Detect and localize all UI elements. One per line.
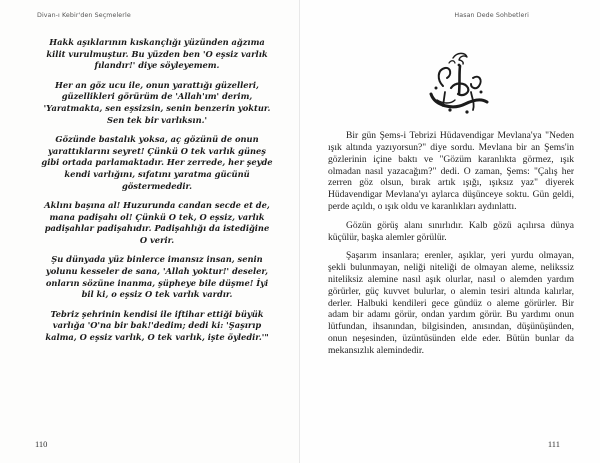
stanza-5: Şu dünyada yüz binlerce imansız insan, senin yolunu kesseler de sana, 'Allah yoktur!' deseler, onların sözüne inanma, şüpheye bile düşme! İyi bil ki, o eşsiz O tek varlık vardır. (45, 254, 269, 300)
right-running-head: Hasan Dede Sohbetleri (454, 12, 529, 19)
paragraph-2: Gözün görüş alanı sınırlıdır. Kalb gözü açılırsa dünya küçülür, başka alemler görülür. (328, 219, 574, 243)
paragraph-3: Şaşarım insanlara; erenler, aşıklar, yeri yurdu olmayan, şekli bulunmayan, neliği niteliği de olmayan aleme, nelikssiz niteliksiz alemine nasıl aşık olurlar, nasıl o alemden yardım görürler, güç kuvvet bulurlar, o alemin tesiri altında kalırlar, derler. Halbuki kendileri gece gündüz o aleme görürler. Bir adam bir adamı görür, ondan yardım görür. Bu yardımı onun lütfundan, ihsanından, bilgisinden, anısından, düşünüşünden, onun neşesinden, üzüntüsünden elde eder. Bütün bunlar da mekansızlık alemindedir. (328, 250, 574, 356)
left-running-head: Divan-ı Kebir'den Seçmelerle (37, 12, 131, 19)
stanza-1: Hakk aşıklarının kıskançlığı yüzünden ağzıma kilit vurulmuştur. Bu yüzden ben 'O eşsiz varlık fılandır!' diye söyleyemem. (46, 37, 268, 71)
left-page-number: 110 (35, 439, 48, 449)
paragraph-1: Bir gün Şems-i Tebrizi Hüdavendigar Mevlana'ya "Neden ışık altında yazıyorsun?" diye sordu. Mevlana bir an Şems'in gözlerinin içine baktı ve "Gözüm karanlıkta görmez, ışık olmadan nasıl yazacağım?" dedi. O zaman, Şems: "Çalış her zerren göz olsun, bırak artık ışığı, ışıksız yaz" diyerek Hüdavendigar Mevlana'yı aylarca düşünceye soktu. Gün geldi, perde açıldı, o ışık oldu ve karanlıkları aydınlattı. (328, 130, 574, 213)
stanza-4: Aklını başına al! Huzurunda candan secde et de, mana padişahı ol! Çünkü O tek, O eşsiz, varlık padişahlar padişahıdır. Padişahlığı da istediğine O verir. (44, 199, 270, 246)
verse-block (36, 37, 278, 351)
calligraphy-emblem-icon (423, 48, 495, 120)
right-page-number: 111 (547, 439, 560, 449)
stanza-3: Gözünde bastalık yoksa, aç gözünü de onun yarattıklarını seyret! Çünkü O tek varlık güneş gibi ortada parlamaktadır. Her zerrede, her şeyde kendi varlığını, sıfatını yaratma gücünü göstermededir. (41, 133, 273, 191)
right-page (300, 0, 600, 463)
stanza-2: Her an göz ucu ile, onun yarattığı güzelleri, güzellikleri görürüm de 'Allah'ım' derim, 'Yaratmakta, sen eşsizsin, senin benzerin yoktur. Sen tek bir varlıksın.' (43, 79, 271, 125)
stanza-6: Tebriz şehrinin kendisi ile iftihar ettiği büyük varlığa 'O'na bir bak!'dedim; dedi ki: 'Şaşırıp kalma, O eşsiz varlık, O tek varlık, işte öyledir.'" (45, 308, 269, 342)
prose-body (328, 130, 574, 364)
